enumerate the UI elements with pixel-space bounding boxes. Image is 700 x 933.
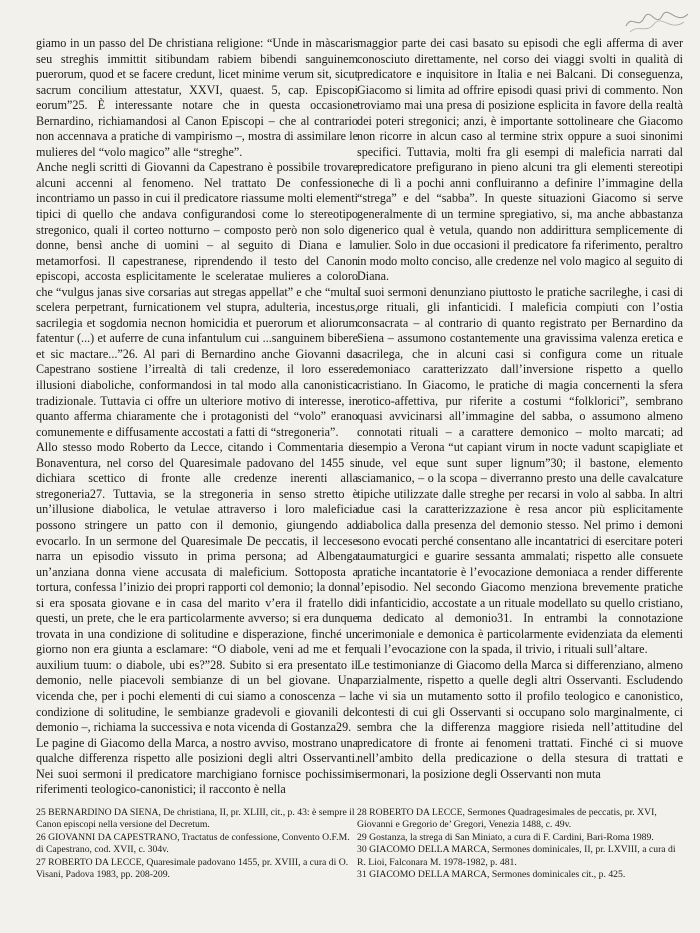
footnote: 26 GIOVANNI DA CAPESTRANO, Tractatus de confessione, Convento O.F.M. di Capestrano, cod. XVII, c. 304v.	[36, 831, 350, 856]
paragraph: Le testimonianze di Giacomo della Marca si differenziano, almeno parzialmente, rispetto a quelle degli altri Osservanti. Escludendo che vi sia un mutamento sotto il profilo teologico e canonistico, contesti di cui gli Osservanti si occupano solo marginalmente, ci sembra che la differenza maggiore risieda nell’attitudine del predicatore di fronte ai fenomeni trattati. Finché ci si muove nell’ambito della predicazione o della stesura di trattati e sermonari, la posizione degli Osservanti non muta	[357, 657, 683, 781]
paragraph: I suoi sermoni denunziano piuttosto le pratiche sacrileghe, i casi di orge rituali, gli infanticidi. I maleficia compiuti con l’ostia consacrata – al contrario di quanto registrato per Bernardino da Siena – assumono costantemente una gravissima valenza eretica e sacrilega, che in alcuni casi si configura come un rituale demoniaco caratterizzato dall’inversione rispetto a quello cristiano. In Giacomo, le pratiche di magia concernenti la sfera erotico-affettiva, pur riferite a costumi “folklorici”, sembrano quasi avvicinarsi all’immagine del sabba, o assumono almeno connotati rituali – a carattere demonico – molto marcati; ad esempio a Verona “ut capiant virum in nocte vadunt scapigliate et nude, vel eque sunt super lignum”30; il bastone, elemento sciamanico, – o la scopa – diverranno presto una delle cavalcature tipiche utilizzate dalle streghe per recarsi in volo al sabba. In altri due casi la caratterizzazione è resa ancor più esplicitamente diabolica dalla presenza del demonio stesso. Nel primo i demoni sono evocati perché consentano alle incantatrici di esercitare poteri taumaturgici e guarire sessanta ammalati; rispetto alle consuete pratiche incantatorie è l’evocazione demoniaca a render differente l’episodio. Nel secondo Giacomo menziona brevemente pratiche di infanticidio, accostate a un rituale modellato su quello cristiano, ma dedicato al demonio31. In entrambi la connotazione cerimoniale e demonica è particolarmente evidenziata da elementi quali l’evocazione con la spada, il trivio, i rituali sull’altare.	[357, 284, 683, 657]
paragraph: Anche negli scritti di Giovanni da Capestrano è possibile trovare alcuni accenni al fenomeno. Nel trattato De confessione incontriamo un passo in cui il predicatore riassume molti elementi tipici di quello che andava configurandosi come lo stereotipo stregonico, quali il corteo notturno – composto però non solo di donne, bensì anche di uomini – al seguito di Diana e la metamorfosi. Il capestranese, riprendendo il testo del Canon episcopi, accosta esplicitamente le sceleratae mulieres a coloro che “vulgus janas sive corsarias aut stregas appellat” e che “multa scelera perpetrant, furnicationem vel stupra, adulteria, incestus, sacrilegia et sogdomia necnon homicidia et puerorum et aliorum fatentur (...) et auferre de cuna infantulum cui ...sanguinem bibere et sic mactare...”26. Al pari di Bernardino anche Giovanni da Capestrano sostiene l’irrealtà di tali credenze, il loro essere illusioni diaboliche, conformandosi in tal modo alla canonistica tradizionale. Tuttavia ci offre un ulteriore motivo di interesse, in quanto afferma chiaramente che i protagonisti del “volo” erano comunemente e diffusamente accostati a fatti di “stregoneria”.	[36, 160, 358, 439]
paragraph: giamo in un passo del De christiana religione: “Unde in màscaris seu streghis immittit sitibundam rabiem bibendi sanguinem puerorum, quod et se facere credunt, licet minime verum sit, sicut sacrum concilium attestatur, XXVI, quaest. 5, cap. Episcopi eorum”25. È interessante notare che in questa occasione Bernardino, richiamandosi al Canon Episcopi – che al contrario non accennava a pratiche di vampirismo –, mostra di assimilare le mulieres del “volo magico” alle “streghe”.	[36, 36, 358, 159]
footnote: 31 GIACOMO DELLA MARCA, Sermones dominicales cit., p. 425.	[357, 869, 626, 881]
paragraph: Allo stesso modo Roberto da Lecce, citando i Commentaria di Bonaventura, nel corso del Quaresimale padovano del 1455 si dichiara scettico di fronte alle credenze inerenti alla stregoneria27. Tuttavia, se la stregoneria in senso stretto è un’illusione diabolica, le vetulae attraverso i loro maleficia possono stringere un patto con il demonio, giungendo ad evocarlo. In un sermone del Quaresimale De peccatis, il leccese narra un episodio vissuto in prima persona; ad Albenga un’anziana donna viene accusata di maleficium. Sottoposta a tortura, confessa l’inizio dei propri rapporti col demonio; la donna si era sposata giovane e in casa del marito v’era il fratello di questi, un prete, che le era particolarmente avverso; si era dunque trovata in una condizione di solitudine e disperazione, finché un giorno non era giunta a esclamare: “O diabole, veni ad me et fer auxilium tuum: o diabole, ubi es?”28. Subito si era presentato il demonio, nelle piacevoli sembianze di un bel giovane. Una vicenda che, per i pochi elementi di cui siamo a conoscenza – la condizione di solitudine, le sembianze gradevoli e giovanili del demonio –, richiama la successiva e nota vicenda di Gostanza29.	[36, 440, 358, 735]
footnote: 25 BERNARDINO DA SIENA, De christiana, II, pr. XLIII, cit., p. 43: è sempre il Canon episcopi nella versione del Decretum.	[36, 807, 355, 831]
paragraph: maggior parte dei casi basato su episodi che egli afferma di aver conosciuto direttamente, nel corso dei viaggi svolti in qualità di predicatore e inquisitore in Italia e nei Balcani. Di conseguenza, Giacomo si limita ad offrire episodi quasi privi di commento. Non troviamo mai una presa di posizione esplicita in favore della realtà dei poteri stregonici; anzi, è importante sottolineare che Giacomo non ricorre in alcun caso al termine strix oppure a suoi sinonimi specifici. Tuttavia, molti fra gli esempi di maleficia narrati dal predicatore prefigurano in pieno alcuni tra gli elementi stereotipi che di lì a pochi anni confluiranno a definire l’immagine della “strega” e del “sabba”. In queste situazioni Giacomo si serve generalmente di un termine spregiativo, si, ma anche abbastanza generico qual è vetula, quando non addirittura semplicemente di mulier. Solo in due occasioni il predicatore fa riferimento, peraltro in modo molto conciso, alle credenze nel volo magico al seguito di Diana.	[357, 36, 683, 284]
footnotes-left	[36, 807, 358, 881]
paragraph: Le pagine di Giacomo della Marca, a nostro avviso, mostrano una qualche differenza rispetto alle posizioni degli altri Osservanti. Nei suoi sermoni il predicatore marchigiano fornisce pochissimi riferimenti teologico-canonistici; il racconto è nella	[36, 735, 358, 797]
footnote: 28 ROBERTO DA LECCE, Sermones Quadragesimales de peccatis, pr. XVI, Giovanni e Gregorio de’ Gregori, Venezia 1488, c. 49v.	[357, 807, 657, 831]
right-column	[357, 36, 683, 782]
footnote: 30 GIACOMO DELLA MARCA, Sermones dominicales, II, pr. LXVIII, a cura di R. Lioi, Falconara M. 1978-1982, p. 481.	[357, 844, 676, 868]
footnotes-right	[357, 807, 683, 881]
left-column	[36, 36, 358, 798]
footnote: 27 ROBERTO DA LECCE, Quaresimale padovano 1455, pr. XVIII, a cura di O. Visani, Padova 1983, pp. 208-209.	[36, 856, 349, 881]
footnote: 29 Gostanza, la strega di San Miniato, a cura di F. Cardini, Bari-Roma 1989.	[357, 831, 654, 843]
handwritten-scribble	[622, 8, 692, 36]
